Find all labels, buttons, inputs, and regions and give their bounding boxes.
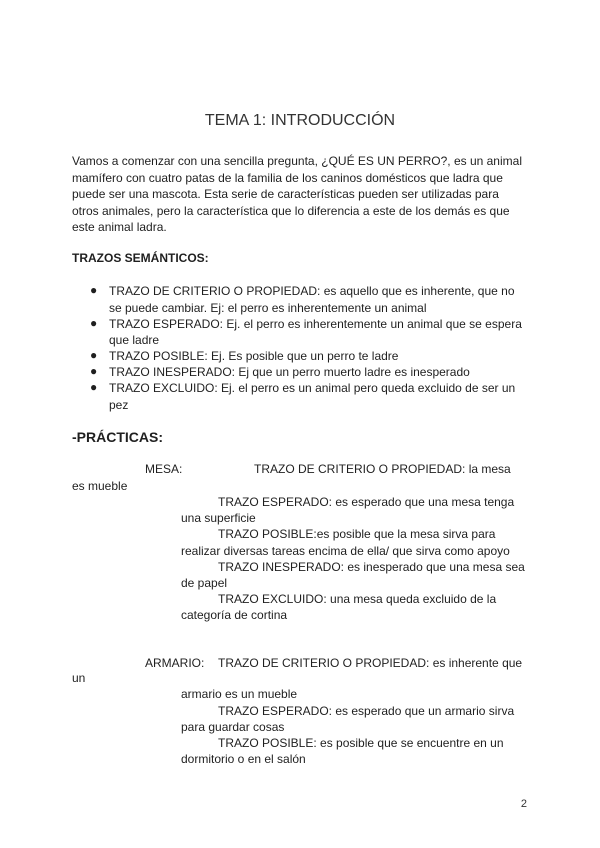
armario-esperado-cont: para guardar cosas	[181, 719, 285, 734]
mesa-excluido-cont: categoría de cortina	[181, 607, 288, 622]
mesa-esperado: TRAZO ESPERADO: es esperado que una mesa tenga	[218, 495, 515, 509]
intro-line: puede ser una mascota. Esta serie de características pueden ser utilizadas para	[72, 187, 499, 201]
armario-posible-cont: dormitorio o en el salón	[181, 751, 306, 766]
armario-posible: TRAZO POSIBLE: es posible que se encuentre en un	[218, 735, 504, 750]
armario-criterio-cont: un	[72, 671, 86, 685]
mesa-criterio: TRAZO DE CRITERIO O PROPIEDAD: la mesa	[254, 462, 511, 476]
bullet-icon: ●	[90, 348, 98, 362]
bullet-text: TRAZO ESPERADO: Ej. el perro es inherentemente un animal que se espera	[109, 317, 522, 331]
intro-line: otros animales, pero la característica que lo diferencia a este de los demás es que	[72, 203, 510, 218]
intro-line: mamífero con cuatro patas de la familia de los caninos domésticos que ladra que	[72, 170, 503, 185]
bullet-text: se puede cambiar. Ej: el perro es inherentemente un animal	[109, 300, 427, 315]
intro-line: Vamos a comenzar con una sencilla pregunta, ¿QUÉ ES UN PERRO?, es un animal	[72, 154, 522, 168]
section-heading-trazos: TRAZOS SEMÁNTICOS:	[72, 251, 209, 265]
page-number: 2	[520, 798, 527, 810]
bullet-text: TRAZO POSIBLE: Ej. Es posible que un perro te ladre	[109, 349, 399, 363]
bullet-text: pez	[109, 397, 129, 412]
armario-criterio-cont2: armario es un mueble	[181, 687, 298, 701]
armario-esperado: TRAZO ESPERADO: es esperado que un armario sirva	[218, 703, 515, 718]
mesa-label: MESA:	[145, 462, 183, 476]
bullet-text: que ladre	[109, 333, 160, 347]
mesa-posible: TRAZO POSIBLE:es posible que la mesa sirva para	[218, 527, 496, 541]
bullet-icon: ●	[90, 364, 98, 378]
bullet-text: TRAZO DE CRITERIO O PROPIEDAD: es aquello que es inherente, que no	[109, 284, 515, 298]
mesa-inesperado: TRAZO INESPERADO: es inesperado que una mesa sea	[218, 559, 525, 574]
bullet-text: TRAZO INESPERADO: Ej que un perro muerto ladre es inesperado	[109, 365, 470, 379]
bullet-text: TRAZO EXCLUIDO: Ej. el perro es un animal pero queda excluido de ser un	[109, 381, 516, 395]
mesa-criterio-cont: es mueble	[72, 478, 128, 493]
bullet-icon: ●	[90, 380, 98, 394]
mesa-excluido: TRAZO EXCLUIDO: una mesa queda excluido de la	[218, 591, 497, 606]
armario-criterio: TRAZO DE CRITERIO O PROPIEDAD: es inherente que	[218, 656, 523, 670]
section-heading-practicas: -PRÁCTICAS:	[72, 429, 163, 445]
mesa-esperado-cont: una superficie	[181, 511, 256, 525]
armario-label: ARMARIO:	[145, 656, 205, 670]
mesa-posible-cont: realizar diversas tareas encima de ella/ que sirva como apoyo	[181, 543, 510, 558]
bullet-icon: ●	[90, 316, 98, 330]
mesa-inesperado-cont: de papel	[181, 575, 228, 590]
intro-line: este animal ladra.	[72, 220, 167, 234]
bullet-icon: ●	[90, 283, 98, 297]
page-title: TEMA 1: INTRODUCCIÓN	[204, 112, 396, 129]
